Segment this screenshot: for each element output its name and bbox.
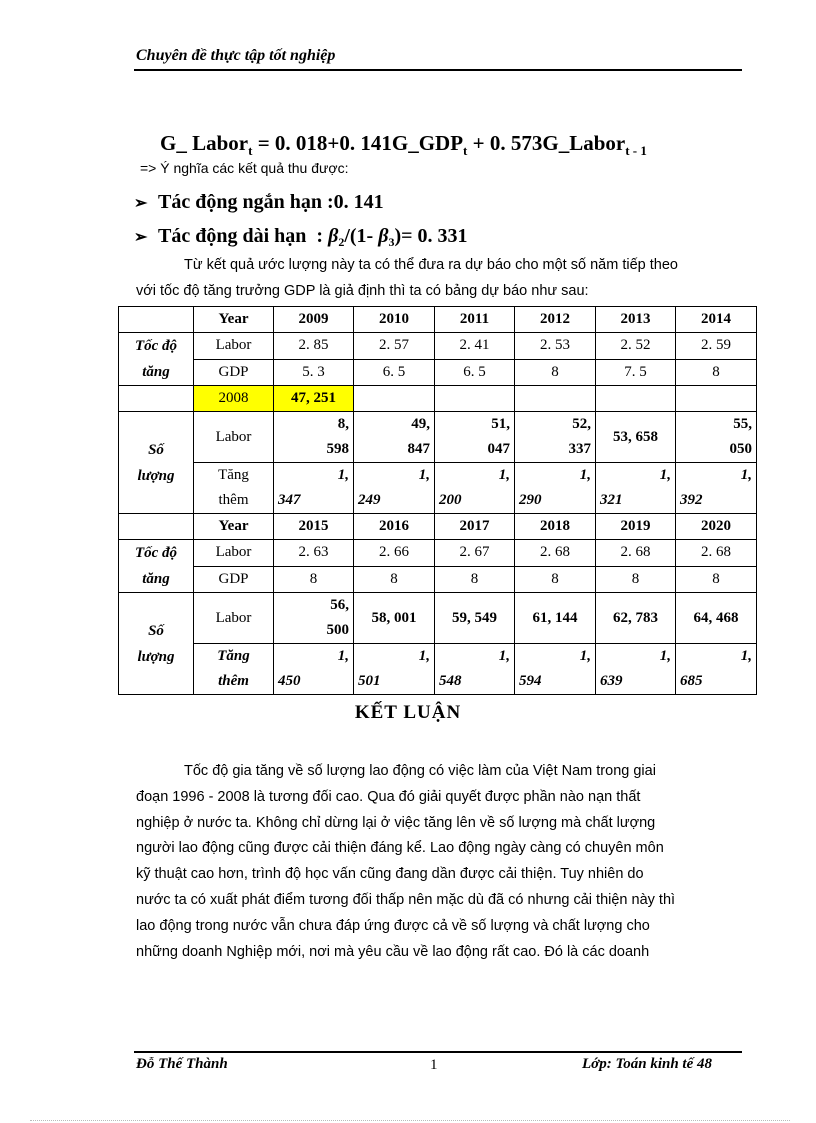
empty-cell: [119, 514, 194, 540]
gdp-rate-cell: 8: [515, 359, 596, 386]
labor-label-cell: Labor: [194, 540, 274, 567]
cell-line: 64, 468: [693, 609, 739, 626]
empty-cell: [676, 386, 757, 412]
cell-line: 847: [407, 441, 430, 457]
base-year-cell: 2008: [194, 386, 274, 412]
regression-formula: [160, 131, 647, 159]
labor-rate-cell: 2. 59: [676, 333, 757, 360]
short-term-effect: [134, 191, 384, 214]
added-line: 1,: [498, 648, 510, 664]
short-term-effect-text: Tác động ngắn hạn :0. 141: [158, 191, 384, 213]
rate-label-line: Tốc độ: [134, 545, 178, 561]
added-row: [119, 644, 757, 695]
gdp-label-cell: GDP: [194, 359, 274, 386]
year-cell: 2014: [676, 307, 757, 333]
labor-qty-cell: [435, 593, 515, 644]
gdp-rate-row: [119, 566, 757, 593]
labor-rate-cell: 2. 85: [274, 333, 354, 360]
paragraph-line: nghiệp ở nước ta. Không chỉ dừng lại ở việc tăng lên về số lượng mà chất lượng: [136, 814, 656, 831]
forecast-table: [118, 306, 757, 695]
labor-qty-cell: [676, 412, 757, 463]
added-cell: [515, 463, 596, 514]
running-header-title: Chuyên đề thực tập tốt nghiệp: [136, 47, 336, 64]
added-line: 450: [278, 673, 301, 689]
gdp-rate-cell: 5. 3: [274, 359, 354, 386]
cell-line: 050: [729, 441, 752, 457]
labor-label-cell: Labor: [194, 593, 274, 644]
year-cell: 2012: [515, 307, 596, 333]
footer-class: Lớp: Toán kinh tế 48: [582, 1056, 713, 1072]
added-line: 1,: [579, 648, 591, 664]
empty-cell: [119, 307, 194, 333]
formula-subscript: t: [248, 143, 253, 158]
beta-symbol: β: [378, 225, 389, 247]
added-line: 1,: [579, 467, 591, 483]
meaning-line: => Ý nghĩa các kết quả thu được:: [140, 160, 349, 176]
gdp-rate-cell: 8: [515, 566, 596, 593]
added-label-line: thêm: [218, 673, 249, 689]
empty-cell: [596, 386, 676, 412]
base-year-row: [119, 386, 757, 412]
added-line: 1,: [740, 648, 752, 664]
added-line: 200: [439, 492, 462, 508]
added-line: 290: [519, 492, 542, 508]
cell-line: 337: [568, 441, 591, 457]
page-number: 1: [430, 1057, 438, 1073]
added-cell: [274, 463, 354, 514]
cell-line: 56,: [330, 597, 349, 613]
base-value-cell: 47, 251: [274, 386, 354, 412]
gdp-rate-cell: 8: [676, 566, 757, 593]
added-cell: [354, 463, 435, 514]
quantity-group-label: [119, 412, 194, 514]
beta-symbol: β: [328, 225, 339, 247]
long-term-effect-label: Tác động dài hạn: [158, 225, 307, 247]
year-cell: 2015: [274, 514, 354, 540]
conclusion-title: KẾT LUẬN: [354, 702, 462, 723]
year-row: [119, 514, 757, 540]
formula-subscript: t: [463, 143, 468, 158]
added-label-line: Tăng: [218, 467, 249, 483]
paragraph-line: nước ta có xuất phát điểm tương đối thấp nên mặc dù đã có nhưng cải thiện này thì: [136, 891, 676, 908]
added-row: [119, 463, 757, 514]
labor-qty-cell: [435, 412, 515, 463]
cell-line: 53, 658: [613, 428, 658, 445]
footer-rule: [134, 1051, 742, 1053]
labor-qty-row: [119, 412, 757, 463]
year-cell: 2020: [676, 514, 757, 540]
long-term-part: )= 0. 331: [394, 225, 468, 247]
arrow-bullet-icon: ➢: [134, 229, 148, 246]
added-line: 347: [278, 492, 301, 508]
labor-rate-cell: 2. 53: [515, 333, 596, 360]
long-term-colon: :: [306, 225, 329, 247]
conclusion-paragraph: [136, 759, 740, 965]
rate-label-line: Tốc độ: [134, 338, 178, 354]
added-line: 1,: [740, 467, 752, 483]
header-rule: [134, 69, 742, 71]
labor-rate-cell: 2. 68: [596, 540, 676, 567]
labor-qty-cell: [274, 593, 354, 644]
cell-line: 61, 144: [532, 609, 578, 626]
cell-line: 55,: [733, 416, 752, 432]
added-label-cell: [194, 644, 274, 695]
quantity-group-label: [119, 593, 194, 695]
added-label-line: Tăng: [217, 648, 250, 664]
cell-line: 8,: [337, 416, 349, 432]
labor-rate-cell: 2. 63: [274, 540, 354, 567]
added-line: 1,: [337, 648, 349, 664]
added-line: 1,: [337, 467, 349, 483]
labor-rate-row: [119, 540, 757, 567]
added-cell: [274, 644, 354, 695]
year-cell: 2010: [354, 307, 435, 333]
formula-part: + 0. 573G_Labor: [467, 131, 626, 155]
beta-subscript: 2: [338, 235, 345, 249]
beta-subscript: 3: [388, 235, 395, 249]
added-line: 1,: [659, 467, 671, 483]
added-label-cell: [194, 463, 274, 514]
added-cell: [596, 644, 676, 695]
added-cell: [435, 463, 515, 514]
labor-rate-cell: 2. 66: [354, 540, 435, 567]
gdp-rate-cell: 8: [435, 566, 515, 593]
labor-qty-cell: [596, 412, 676, 463]
labor-label-cell: Labor: [194, 412, 274, 463]
year-row: [119, 307, 757, 333]
cell-line: 62, 783: [613, 609, 658, 626]
year-cell: 2011: [435, 307, 515, 333]
rate-group-label: [119, 333, 194, 386]
labor-rate-cell: 2. 67: [435, 540, 515, 567]
labor-qty-cell: [274, 412, 354, 463]
paragraph-line: những doanh Nghiệp mới, nơi mà yêu cầu về lao động rất cao. Đó là các doanh: [136, 943, 650, 960]
cell-line: 047: [487, 441, 510, 457]
formula-part: G_ Labor: [160, 131, 249, 155]
qty-label-line: Số: [148, 622, 164, 639]
added-line: 249: [358, 492, 381, 508]
added-line: 501: [358, 673, 381, 689]
paragraph-line: lao động trong nước vẫn chưa đáp ứng được cả về số lượng và chất lượng cho: [136, 917, 650, 934]
year-cell: 2019: [596, 514, 676, 540]
gdp-rate-cell: 8: [676, 359, 757, 386]
labor-label-cell: Labor: [194, 333, 274, 360]
long-term-part: /(1-: [344, 225, 379, 247]
labor-qty-cell: [596, 593, 676, 644]
added-cell: [515, 644, 596, 695]
paragraph-line: đoạn 1996 - 2008 là tương đối cao. Qua đó giải quyết được phần nào nạn thất: [136, 788, 641, 805]
qty-label-line: lượng: [137, 648, 175, 665]
labor-rate-cell: 2. 68: [676, 540, 757, 567]
qty-label-line: lượng: [137, 467, 175, 484]
added-line: 1,: [418, 467, 430, 483]
labor-qty-cell: [515, 593, 596, 644]
added-cell: [435, 644, 515, 695]
cell-line: 52,: [572, 416, 591, 432]
labor-qty-cell: [515, 412, 596, 463]
gdp-rate-cell: 6. 5: [435, 359, 515, 386]
added-cell: [676, 644, 757, 695]
gdp-rate-cell: 7. 5: [596, 359, 676, 386]
gdp-label-cell: GDP: [194, 566, 274, 593]
page-bottom-border: [30, 1120, 790, 1121]
added-cell: [676, 463, 757, 514]
qty-label-line: Số: [148, 441, 164, 458]
cell-line: 500: [326, 622, 349, 638]
year-cell: 2013: [596, 307, 676, 333]
rate-label-line: tăng: [142, 571, 170, 587]
arrow-bullet-icon: ➢: [134, 195, 148, 212]
intro-line-1: Từ kết quả ước lượng này ta có thể đưa ra dự báo cho một số năm tiếp theo: [184, 257, 678, 273]
cell-line: 58, 001: [371, 609, 417, 626]
cell-line: 59, 549: [452, 609, 497, 626]
added-line: 1,: [498, 467, 510, 483]
labor-rate-row: [119, 333, 757, 360]
cell-line: 49,: [411, 416, 430, 432]
gdp-rate-cell: 8: [596, 566, 676, 593]
labor-rate-cell: 2. 68: [515, 540, 596, 567]
added-line: 392: [680, 492, 703, 508]
formula-part: = 0. 018+0. 141G_GDP: [252, 131, 464, 155]
empty-cell: [515, 386, 596, 412]
gdp-rate-cell: 8: [354, 566, 435, 593]
long-term-effect: [134, 225, 468, 250]
formula-subscript: t - 1: [625, 143, 647, 158]
year-cell: 2009: [274, 307, 354, 333]
year-label-cell: Year: [194, 307, 274, 333]
added-line: 1,: [418, 648, 430, 664]
added-line: 639: [600, 673, 623, 689]
added-line: 548: [439, 673, 462, 689]
gdp-rate-cell: 6. 5: [354, 359, 435, 386]
gdp-rate-cell: 8: [274, 566, 354, 593]
intro-line-2: với tốc độ tăng trưởng GDP là giả định thì ta có bảng dự báo như sau:: [136, 283, 589, 299]
labor-rate-cell: 2. 57: [354, 333, 435, 360]
footer-author: Đỗ Thế Thành: [136, 1056, 228, 1072]
added-line: 321: [600, 492, 623, 508]
labor-qty-cell: [354, 412, 435, 463]
year-label-cell: Year: [194, 514, 274, 540]
cell-line: 598: [326, 441, 349, 457]
added-line: 1,: [659, 648, 671, 664]
year-cell: 2016: [354, 514, 435, 540]
added-label-line: thêm: [218, 492, 249, 508]
added-line: 685: [680, 673, 703, 689]
paragraph-line: Tốc độ gia tăng về số lượng lao động có việc làm của Việt Nam trong giai: [184, 763, 656, 779]
empty-cell: [119, 386, 194, 412]
rate-group-label: [119, 540, 194, 593]
labor-qty-row: [119, 593, 757, 644]
empty-cell: [435, 386, 515, 412]
cell-line: 51,: [491, 416, 510, 432]
paragraph-line: người lao động cũng được cải thiện đáng kể. Lao động ngày càng có chuyên môn: [136, 840, 664, 857]
labor-rate-cell: 2. 52: [596, 333, 676, 360]
added-line: 594: [519, 673, 542, 689]
labor-rate-cell: 2. 41: [435, 333, 515, 360]
labor-qty-cell: [676, 593, 757, 644]
labor-qty-cell: [354, 593, 435, 644]
year-cell: 2017: [435, 514, 515, 540]
gdp-rate-row: [119, 359, 757, 386]
rate-label-line: tăng: [142, 364, 170, 380]
empty-cell: [354, 386, 435, 412]
added-cell: [596, 463, 676, 514]
year-cell: 2018: [515, 514, 596, 540]
paragraph-line: kỹ thuật cao hơn, trình độ học vấn cũng đang dần được cải thiện. Tuy nhiên do: [136, 866, 644, 883]
added-cell: [354, 644, 435, 695]
